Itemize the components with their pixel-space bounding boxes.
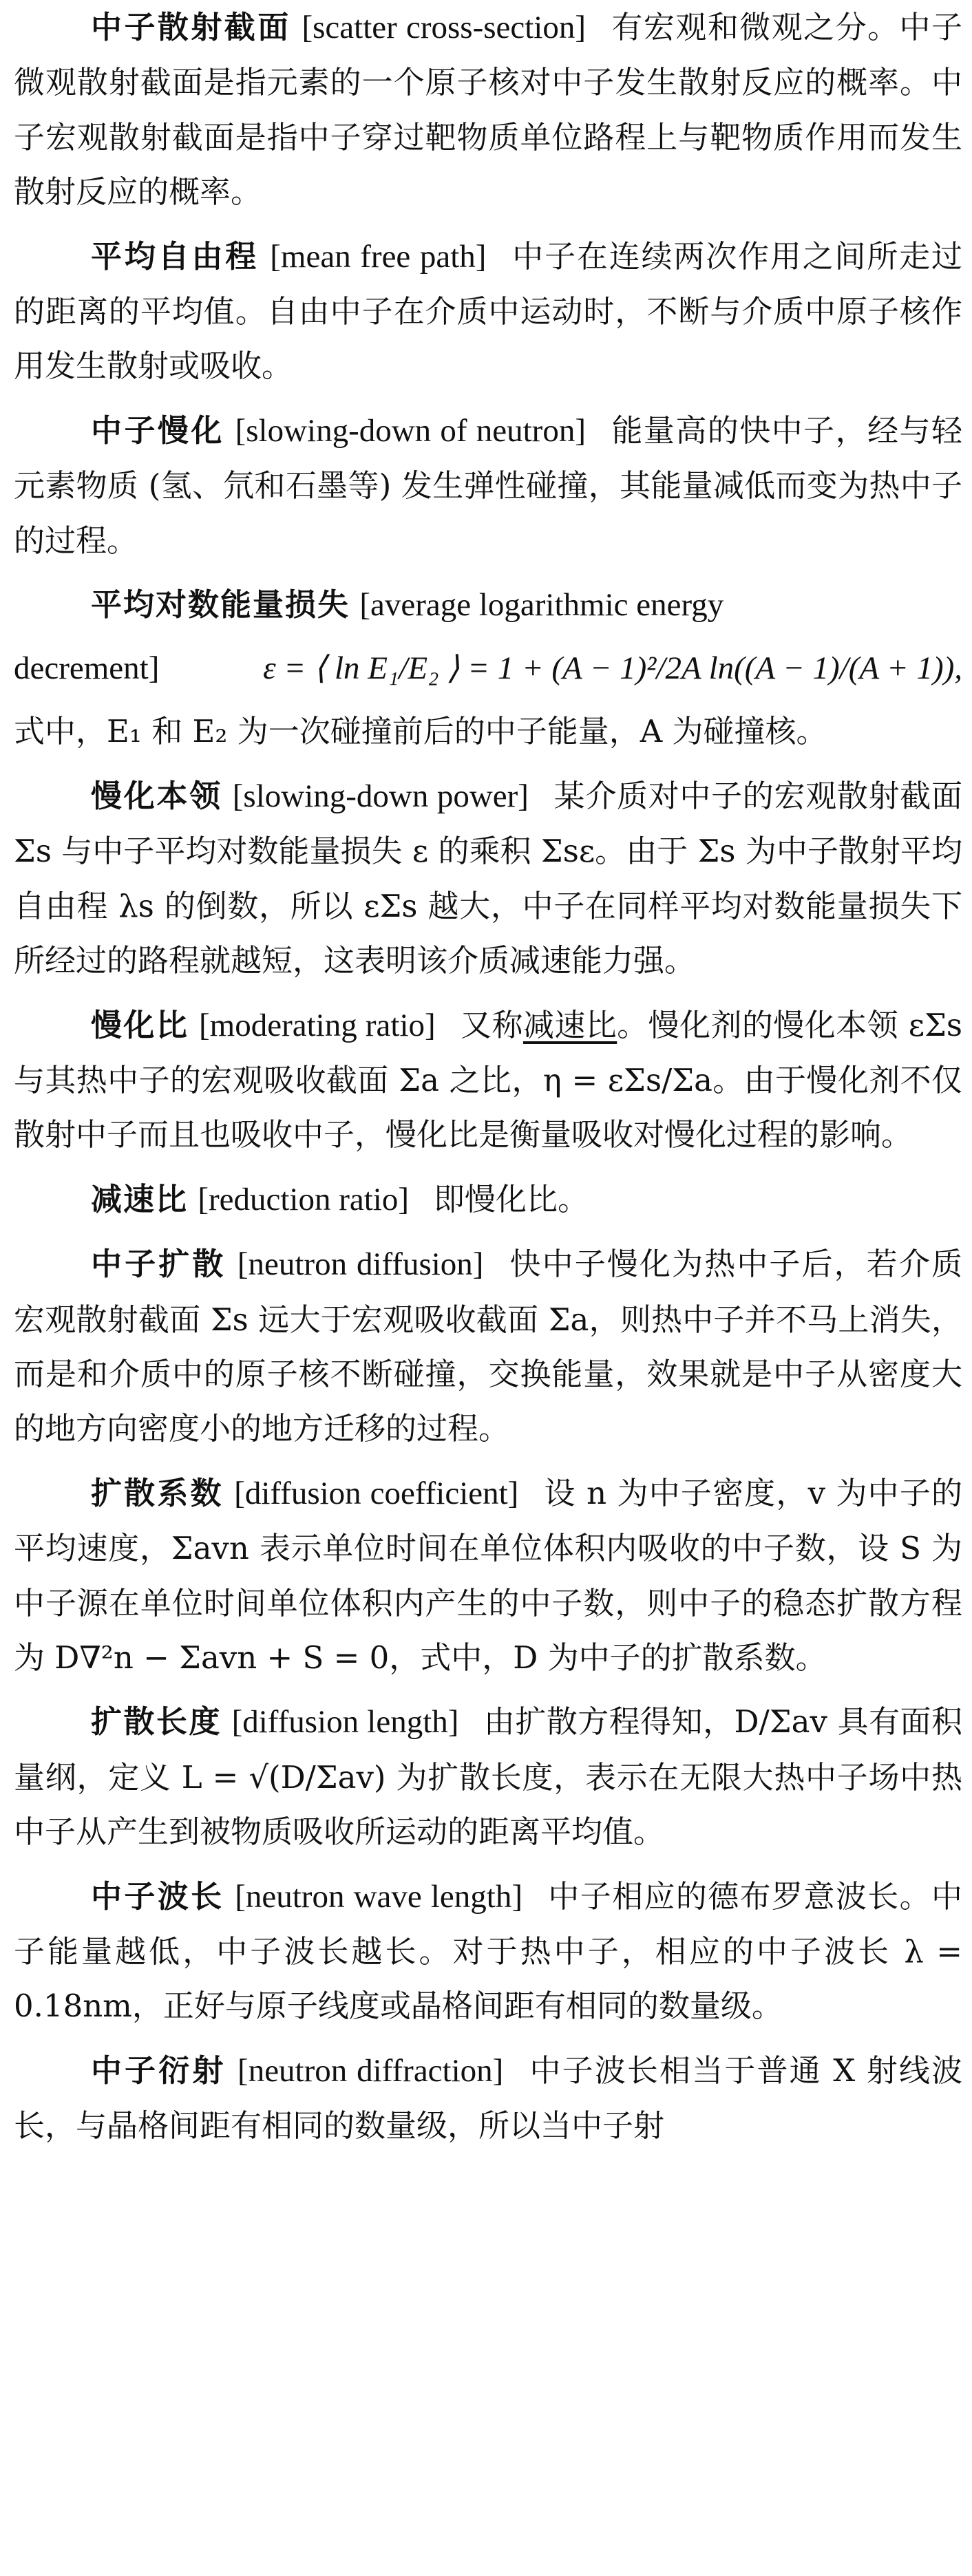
entry-term: 中子散射截面 — [91, 9, 291, 45]
entry-term: 平均自由程 — [91, 237, 260, 275]
entry-english: [slowing-down power] — [232, 778, 529, 814]
entry-paragraph — [14, 229, 962, 394]
entry-definition: 中子相应的德布罗意波长。中子能量越低，中子波长越长。对于热中子，相应的中子波长 λ = 0.18nm，正好与原子线度或晶格间距有相同的数量级。 — [14, 1877, 962, 2025]
glossary-entry-diffusion-coefficient — [14, 1466, 962, 1685]
entry-definition: 有宏观和微观之分。中子微观散射截面是指元素的一个原子核对中子发生散射反应的概率。中子宏观散射截面是指中子穿过靶物质单位路程上与靶物质作用而发生散射反应的概率。 — [14, 9, 962, 211]
entry-english: [scatter cross-section] — [302, 10, 587, 45]
glossary-entry-neutron-wave-length — [14, 1869, 962, 2034]
entry-english: [neutron diffraction] — [237, 2052, 504, 2089]
entry-definition: 中子波长相当于普通 X 射线波长，与晶格间距有相同的数量级，所以当中子射 — [14, 2052, 962, 2144]
entry-paragraph — [14, 403, 962, 568]
glossary-entry-neutron-diffraction — [14, 2043, 962, 2153]
entry-definition: 能量高的快中子，经与轻元素物质 (氢、氘和石墨等) 发生弹性碰撞，其能量减低而变为热中子的过程。 — [14, 412, 962, 559]
entry-paragraph — [14, 2043, 962, 2153]
entry-paragraph — [14, 0, 962, 220]
glossary-entry-neutron-diffusion — [14, 1237, 962, 1456]
entry-term: 扩散系数 — [91, 1474, 224, 1511]
entry-term: 扩散长度 — [91, 1703, 222, 1741]
entry-paragraph — [14, 1237, 962, 1456]
document-page — [14, 0, 962, 2163]
entry-paragraph — [14, 1172, 962, 1227]
entry-english: [slowing-down of neutron] — [235, 412, 586, 449]
entry-paragraph — [14, 1869, 962, 2034]
entry-english: [average logarithmic energy — [359, 587, 724, 624]
entry-paragraph — [14, 769, 962, 988]
glossary-entry-moderating-ratio — [14, 998, 962, 1162]
entry-term: 中子衍射 — [91, 2052, 226, 2089]
entry-english: [mean free path] — [270, 238, 487, 275]
entry-definition: 设 n 为中子密度，v 为中子的平均速度，Σavn 表示单位时间在单位体积内吸收的中子数，设 S 为中子源在单位时间单位体积内产生的中子数，则中子的稳态扩散方程为 D∇²n − Σavn + S = 0，式中，D 为中子的扩散系数。 — [14, 1474, 962, 1676]
entry-definition: 即慢化比。 — [434, 1180, 589, 1217]
entry-term: 中子波长 — [91, 1877, 224, 1915]
entry-english: [reduction ratio] — [198, 1181, 409, 1217]
glossary-entry-reduction-ratio — [14, 1172, 962, 1227]
entry-term: 中子扩散 — [91, 1246, 226, 1283]
entry-definition: 某介质对中子的宏观散射截面 Σs 与中子平均对数能量损失 ε 的乘积 Σsε。由于 Σs 为中子散射平均自由程 λs 的倒数，所以 εΣs 越大，中子在同样平均对数能量损失下所经过的路程就越短，这表明该介质减速能力强。 — [14, 777, 962, 979]
entry-english: [neutron wave length] — [235, 1878, 522, 1915]
entry-term: 慢化比 — [91, 1006, 189, 1043]
entry-definition: 由扩散方程得知，D/Σav 具有面积量纲，定义 L = √(D/Σav) 为扩散长度，表示在无限大热中子场中热中子从产生到被物质吸收所运动的距离平均值。 — [14, 1703, 962, 1851]
entry-definition: 。慢化剂的慢化本领 εΣs 与其热中子的宏观吸收截面 Σa 之比，η = εΣs/Σa。由于慢化剂不仅散射中子而且也吸收中子，慢化比是衡量吸收对慢化过程的影响。 — [14, 1006, 962, 1153]
glossary-entry-slowing-down-power — [14, 769, 962, 988]
entry-term: 慢化本领 — [91, 777, 222, 814]
glossary-entry-average-log-energy-decrement — [14, 577, 962, 759]
energy-decrement-formula: ε = ⟨ ln E₁/E₂ ⟩ = 1 + (A − 1)²/2A ln((A − 1)/(A + 1)), — [263, 650, 962, 686]
entry-definition: 式中，E₁ 和 E₂ 为一次碰撞前后的中子能量，A 为碰撞核。 — [14, 713, 827, 750]
glossary-entry-slowing-down — [14, 403, 962, 568]
glossary-entry-mean-free-path — [14, 229, 962, 394]
entry-paragraph — [14, 1466, 962, 1685]
entry-english: [neutron diffusion] — [237, 1246, 484, 1283]
entry-term: 中子慢化 — [91, 412, 224, 449]
glossary-entry-scatter-cross-section — [14, 0, 962, 220]
entry-english: [diffusion coefficient] — [234, 1475, 519, 1511]
entry-paragraph — [14, 998, 962, 1162]
entry-definition: 中子在连续两次作用之间所走过的距离的平均值。自由中子在介质中运动时，不断与介质中原子核作用发生散射或吸收。 — [14, 237, 962, 385]
entry-english: [diffusion length] — [231, 1704, 459, 1741]
cross-reference-link[interactable]: 减速比 — [522, 1006, 617, 1043]
entry-definition-prefix: 又称 — [460, 1006, 523, 1043]
entry-term: 减速比 — [91, 1180, 189, 1217]
entry-english-continued: decrement] — [14, 650, 160, 686]
entry-definition: 快中子慢化为热中子后，若介质宏观散射截面 Σs 远大于宏观吸收截面 Σa，则热中子并不马上消失，而是和介质中的原子核不断碰撞，交换能量，效果就是中子从密度大的地方向密度小的地方迁移的过程。 — [14, 1246, 962, 1447]
entry-paragraph — [14, 577, 962, 632]
entry-english: [moderating ratio] — [199, 1007, 436, 1043]
entry-term: 平均对数能量损失 — [91, 586, 350, 624]
formula-line — [14, 632, 962, 704]
entry-paragraph — [14, 1694, 962, 1859]
glossary-entry-diffusion-length — [14, 1694, 962, 1859]
